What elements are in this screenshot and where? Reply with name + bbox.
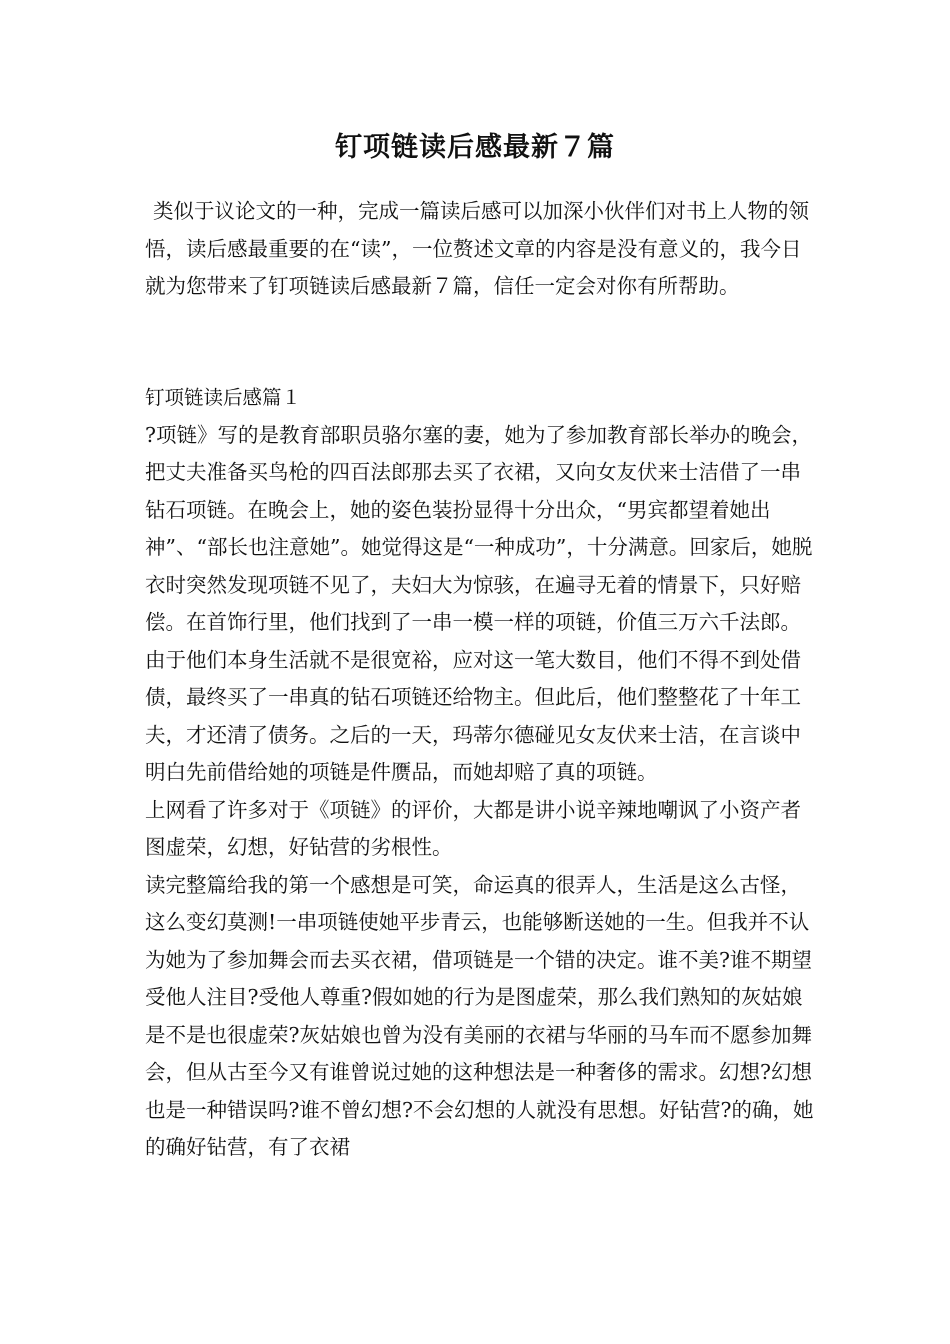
- section-1: [145, 379, 817, 1167]
- body-paragraph: 上网看了许多对于《项链》的评价，大都是讲小说辛辣地嘲讽了小资产者图虚荣，幻想，好钻营的劣根性。: [145, 797, 801, 859]
- intro-paragraph: 类似于议论文的一种，完成一篇读后感可以加深小伙伴们对书上人物的领悟，读后感最重要的在“读”，一位赘述文章的内容是没有意义的，我今日就为您带来了钉项链读后感最新７篇，信任一定会对你有所帮助。: [145, 199, 809, 298]
- body-paragraph: 读完整篇给我的第一个感想是可笑，命运真的很弄人，生活是这么古怪，这么变幻莫测!一串项链使她平步青云，也能够断送她的一生。但我并不认为她为了参加舞会而去买衣裙，借项链是一个错的决定。谁不美?谁不期望受他人注目?受他人尊重?假如她的行为是图虚荣，那么我们熟知的灰姑娘是不是也很虚荣?灰姑娘也曾为没有美丽的衣裙与华丽的马车而不愿参加舞会，但从古至今又有谁曾说过她的这种想法是一种奢侈的需求。幻想?幻想也是一种错误吗?谁不曾幻想?不会幻想的人就没有思想。好钻营?的确，她的确好钻营，有了衣裙: [145, 872, 814, 1159]
- document-title: 钉项链读后感最新７篇: [335, 132, 615, 163]
- body-paragraph: ?项链》写的是教育部职员骆尔塞的妻，她为了参加教育部长举办的晚会，把丈夫准备买鸟枪的四百法郎那去买了衣裙，又向女友伏来士洁借了一串钻石项链。在晚会上，她的姿色装扮显得十分出众，“男宾都望着她出神”、“部长也注意她”。她觉得这是“一种成功”，十分满意。回家后，她脱衣时突然发现项链不见了，夫妇大为惊骇，在遍寻无着的情景下，只好赔偿。在首饰行里，他们找到了一串一模一样的项链，价值三万六千法郎。由于他们本身生活就不是很宽裕，应对这一笔大数目，他们不得不到处借债，最终买了一串真的钻石项链还给物主。但此后，他们整整花了十年工夫，才还清了债务。之后的一天，玛蒂尔德碰见女友伏来士洁，在言谈中明白先前借给她的项链是件赝品，而她却赔了真的项链。: [145, 422, 813, 784]
- section-heading: 钉项链读后感篇１: [145, 386, 302, 409]
